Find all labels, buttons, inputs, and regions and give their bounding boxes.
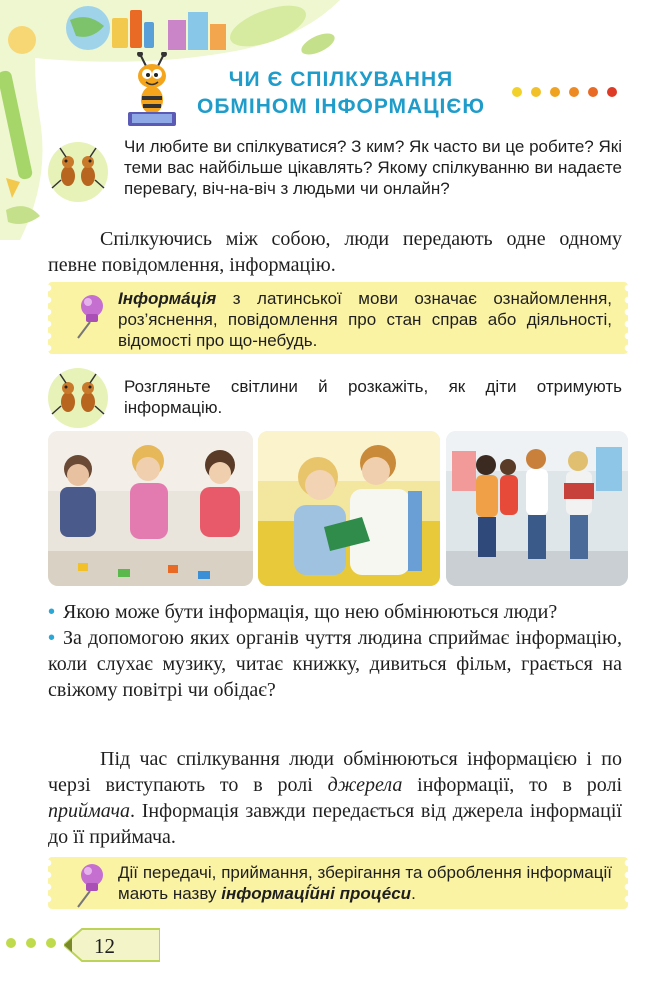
page-title (186, 66, 496, 120)
bullet-icon: • (48, 627, 56, 649)
discussion-question-1: Чи любите ви спілкуватися? З ким? Як часто ви це робите? Які теми вас найбільше цікавлять? Якому спілкуванню ви надаєте перевагу, віч-на-віч з людьми чи онлайн? (124, 137, 622, 198)
dot (607, 87, 617, 97)
photo-children-playing (48, 431, 253, 586)
dot (6, 938, 16, 948)
dot (531, 87, 541, 97)
bee-mascot-icon (122, 52, 184, 130)
definition-term: інформаці́йні процéси (221, 884, 412, 903)
box-edge-right (624, 282, 632, 354)
definition-text: Дії передачі, приймання, зберігання та оброблення інформації мають назву інформаці́йні процéси. (118, 863, 612, 903)
list-item: • Якою може бути інформація, що нею обмінюються люди? (48, 601, 558, 623)
title-dots (512, 87, 617, 97)
definition-body: з латинської мови означає ознайомлення, роз’яснення, повідомлення про стан справ або діяльності, відомості про що-небудь. (118, 289, 612, 350)
dot (26, 938, 36, 948)
ants-discussion-icon (46, 366, 110, 430)
discussion-question-2: Розгляньте світлини й розкажіть, як діти отримують інформацію. (124, 377, 622, 417)
footer-dots (6, 938, 56, 948)
dot (512, 87, 522, 97)
pushpin-icon (70, 861, 110, 909)
definition-box-information (48, 282, 628, 354)
definition-text (118, 288, 612, 351)
dot (550, 87, 560, 97)
side-decoration (0, 0, 60, 240)
paragraph-2: Під час спілкування люди обмінюються інформацією і по черзі виступають то в ролі джерела інформації, то в ролі приймача. Інформація завжди передається від джерела інформації до її приймача. (48, 748, 622, 848)
box-edge-right (624, 857, 632, 909)
dot (588, 87, 598, 97)
pushpin-icon (70, 292, 110, 340)
term-source: джерела (327, 774, 403, 796)
question-list (48, 599, 622, 703)
definition-term: Інформáція (118, 289, 217, 308)
photo-children-reading (258, 431, 440, 586)
paragraph-1: Спілкуючись між собою, люди передають одне одному певне повідомлення, інформацію. (48, 228, 622, 276)
term-receiver: приймача (48, 800, 131, 822)
photo-children-school-hallway (446, 431, 628, 586)
title-line-1: ЧИ Є СПІЛКУВАННЯ (228, 68, 454, 91)
definition-box-processes (48, 857, 628, 909)
bullet-icon: • (48, 601, 56, 623)
box-edge-left (44, 282, 52, 354)
list-item: • За допомогою яких органів чуття людина сприймає інформацію, коли слухає музику, читає книжку, дивиться фільм, грається на свіжому повітрі чи обідає? (48, 627, 622, 701)
page-number: 12 (94, 934, 115, 958)
dot (569, 87, 579, 97)
dot (46, 938, 56, 948)
ants-discussion-icon (46, 140, 110, 204)
title-line-2: ОБМІНОМ ІНФОРМАЦІЄЮ (196, 95, 485, 118)
box-edge-left (44, 857, 52, 909)
